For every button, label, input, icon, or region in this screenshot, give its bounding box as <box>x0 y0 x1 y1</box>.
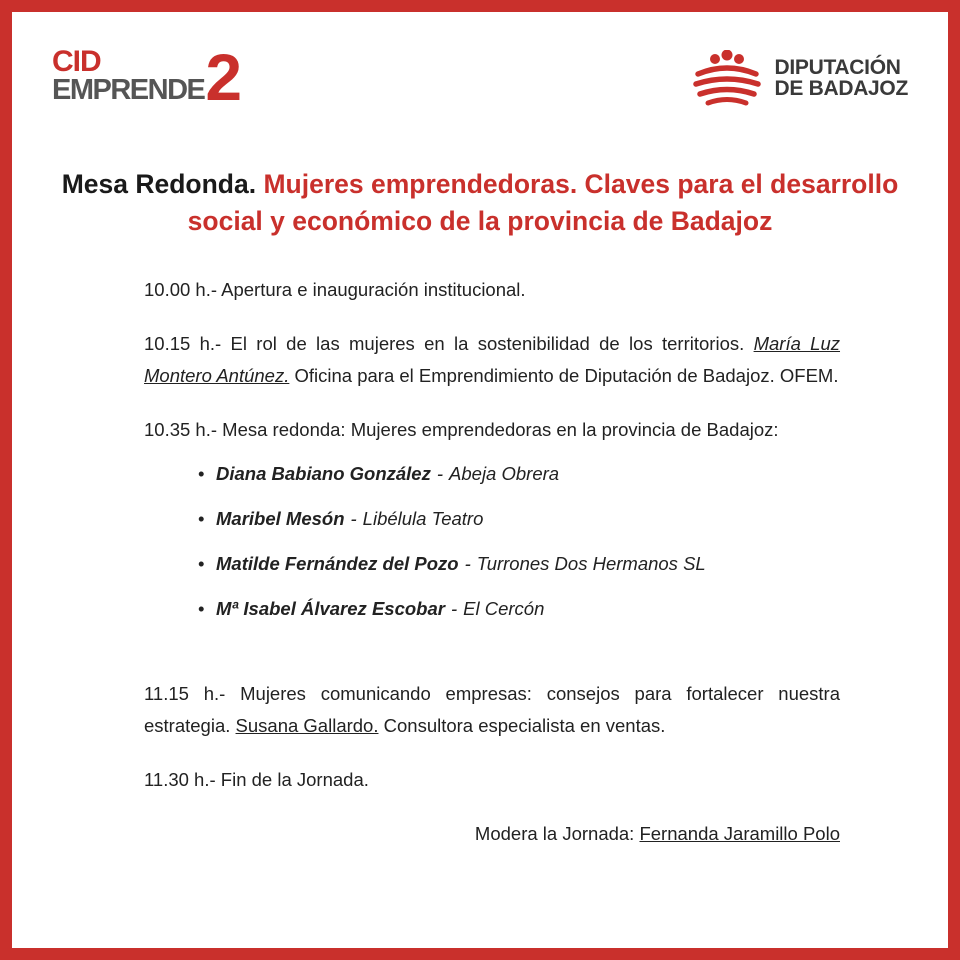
participant-separator: - <box>436 463 444 484</box>
participant-name: Matilde Fernández del Pozo <box>216 553 459 574</box>
diputacion-logo-word: DIPUTACIÓN <box>774 56 901 79</box>
moderator-line <box>144 818 840 850</box>
schedule-item-talk <box>144 328 840 392</box>
schedule-text: 11.30 h.- Fin de la Jornada. <box>144 769 369 790</box>
diputacion-badajoz-logo <box>692 50 908 106</box>
program-schedule <box>144 274 840 869</box>
participant-name: Diana Babiano González <box>216 463 431 484</box>
cid-logo-number: 2 <box>205 39 241 114</box>
schedule-text: 10.15 h.- El rol de las mujeres en la sostenibilidad de los territorios. <box>144 333 745 354</box>
bullet: • <box>198 553 205 574</box>
participant-item <box>198 458 840 503</box>
participant-company: El Cercón <box>463 598 545 619</box>
schedule-item-communication <box>144 678 840 742</box>
participant-separator: - <box>464 553 471 574</box>
participant-company: Turrones Dos Hermanos SL <box>476 553 706 574</box>
schedule-item-closing <box>144 764 840 796</box>
title-lead: Mesa Redonda. <box>61 169 257 199</box>
bullet: • <box>198 598 205 619</box>
bullet: • <box>198 508 205 529</box>
speaker-affiliation: Consultora especialista en ventas. <box>383 715 666 736</box>
participant-item <box>198 548 840 593</box>
moderator-label: Modera la Jornada: <box>474 823 635 844</box>
participant-item <box>198 503 840 548</box>
bullet: • <box>198 463 205 484</box>
participant-list <box>144 458 840 638</box>
moderator-name: Fernanda Jaramillo Polo <box>639 823 840 844</box>
speaker-name: María Luz Montero Antúnez. <box>144 333 841 386</box>
schedule-text: 11.15 h.- Mujeres comunicando empresas: consejos para fortalecer nuestra estrategia. <box>144 683 840 736</box>
event-title <box>52 166 908 240</box>
speaker-affiliation: Oficina para el Emprendimiento de Diputación de Badajoz. OFEM. <box>294 365 839 386</box>
participant-company: Libélula Teatro <box>362 508 484 529</box>
participant-separator: - <box>350 508 357 529</box>
badajoz-logo-word: DE BADAJOZ <box>774 77 908 100</box>
emprende-logo-word: EMPRENDE <box>52 73 205 106</box>
participant-separator: - <box>450 598 458 619</box>
schedule-item-opening <box>144 274 840 306</box>
schedule-text: 10.35 h.- Mesa redonda: Mujeres emprendedoras en la provincia de Badajoz: <box>144 419 779 440</box>
schedule-item-round-table <box>144 414 840 446</box>
participant-company: Abeja Obrera <box>449 463 560 484</box>
title-highlight: Mujeres emprendedoras. Claves para el desarrollo social y económico de la provincia de Badajoz <box>187 169 899 236</box>
cid-emprende-logo <box>52 39 241 114</box>
cid-logo-word: CID <box>52 45 101 78</box>
participant-name: Maribel Mesón <box>216 508 345 529</box>
participant-item <box>198 593 840 638</box>
diputacion-emblem-icon <box>692 50 762 106</box>
speaker-name: Susana Gallardo. <box>235 715 379 736</box>
participant-name: Mª Isabel Álvarez Escobar <box>216 598 445 619</box>
schedule-text: 10.00 h.- Apertura e inauguración institucional. <box>144 279 526 300</box>
